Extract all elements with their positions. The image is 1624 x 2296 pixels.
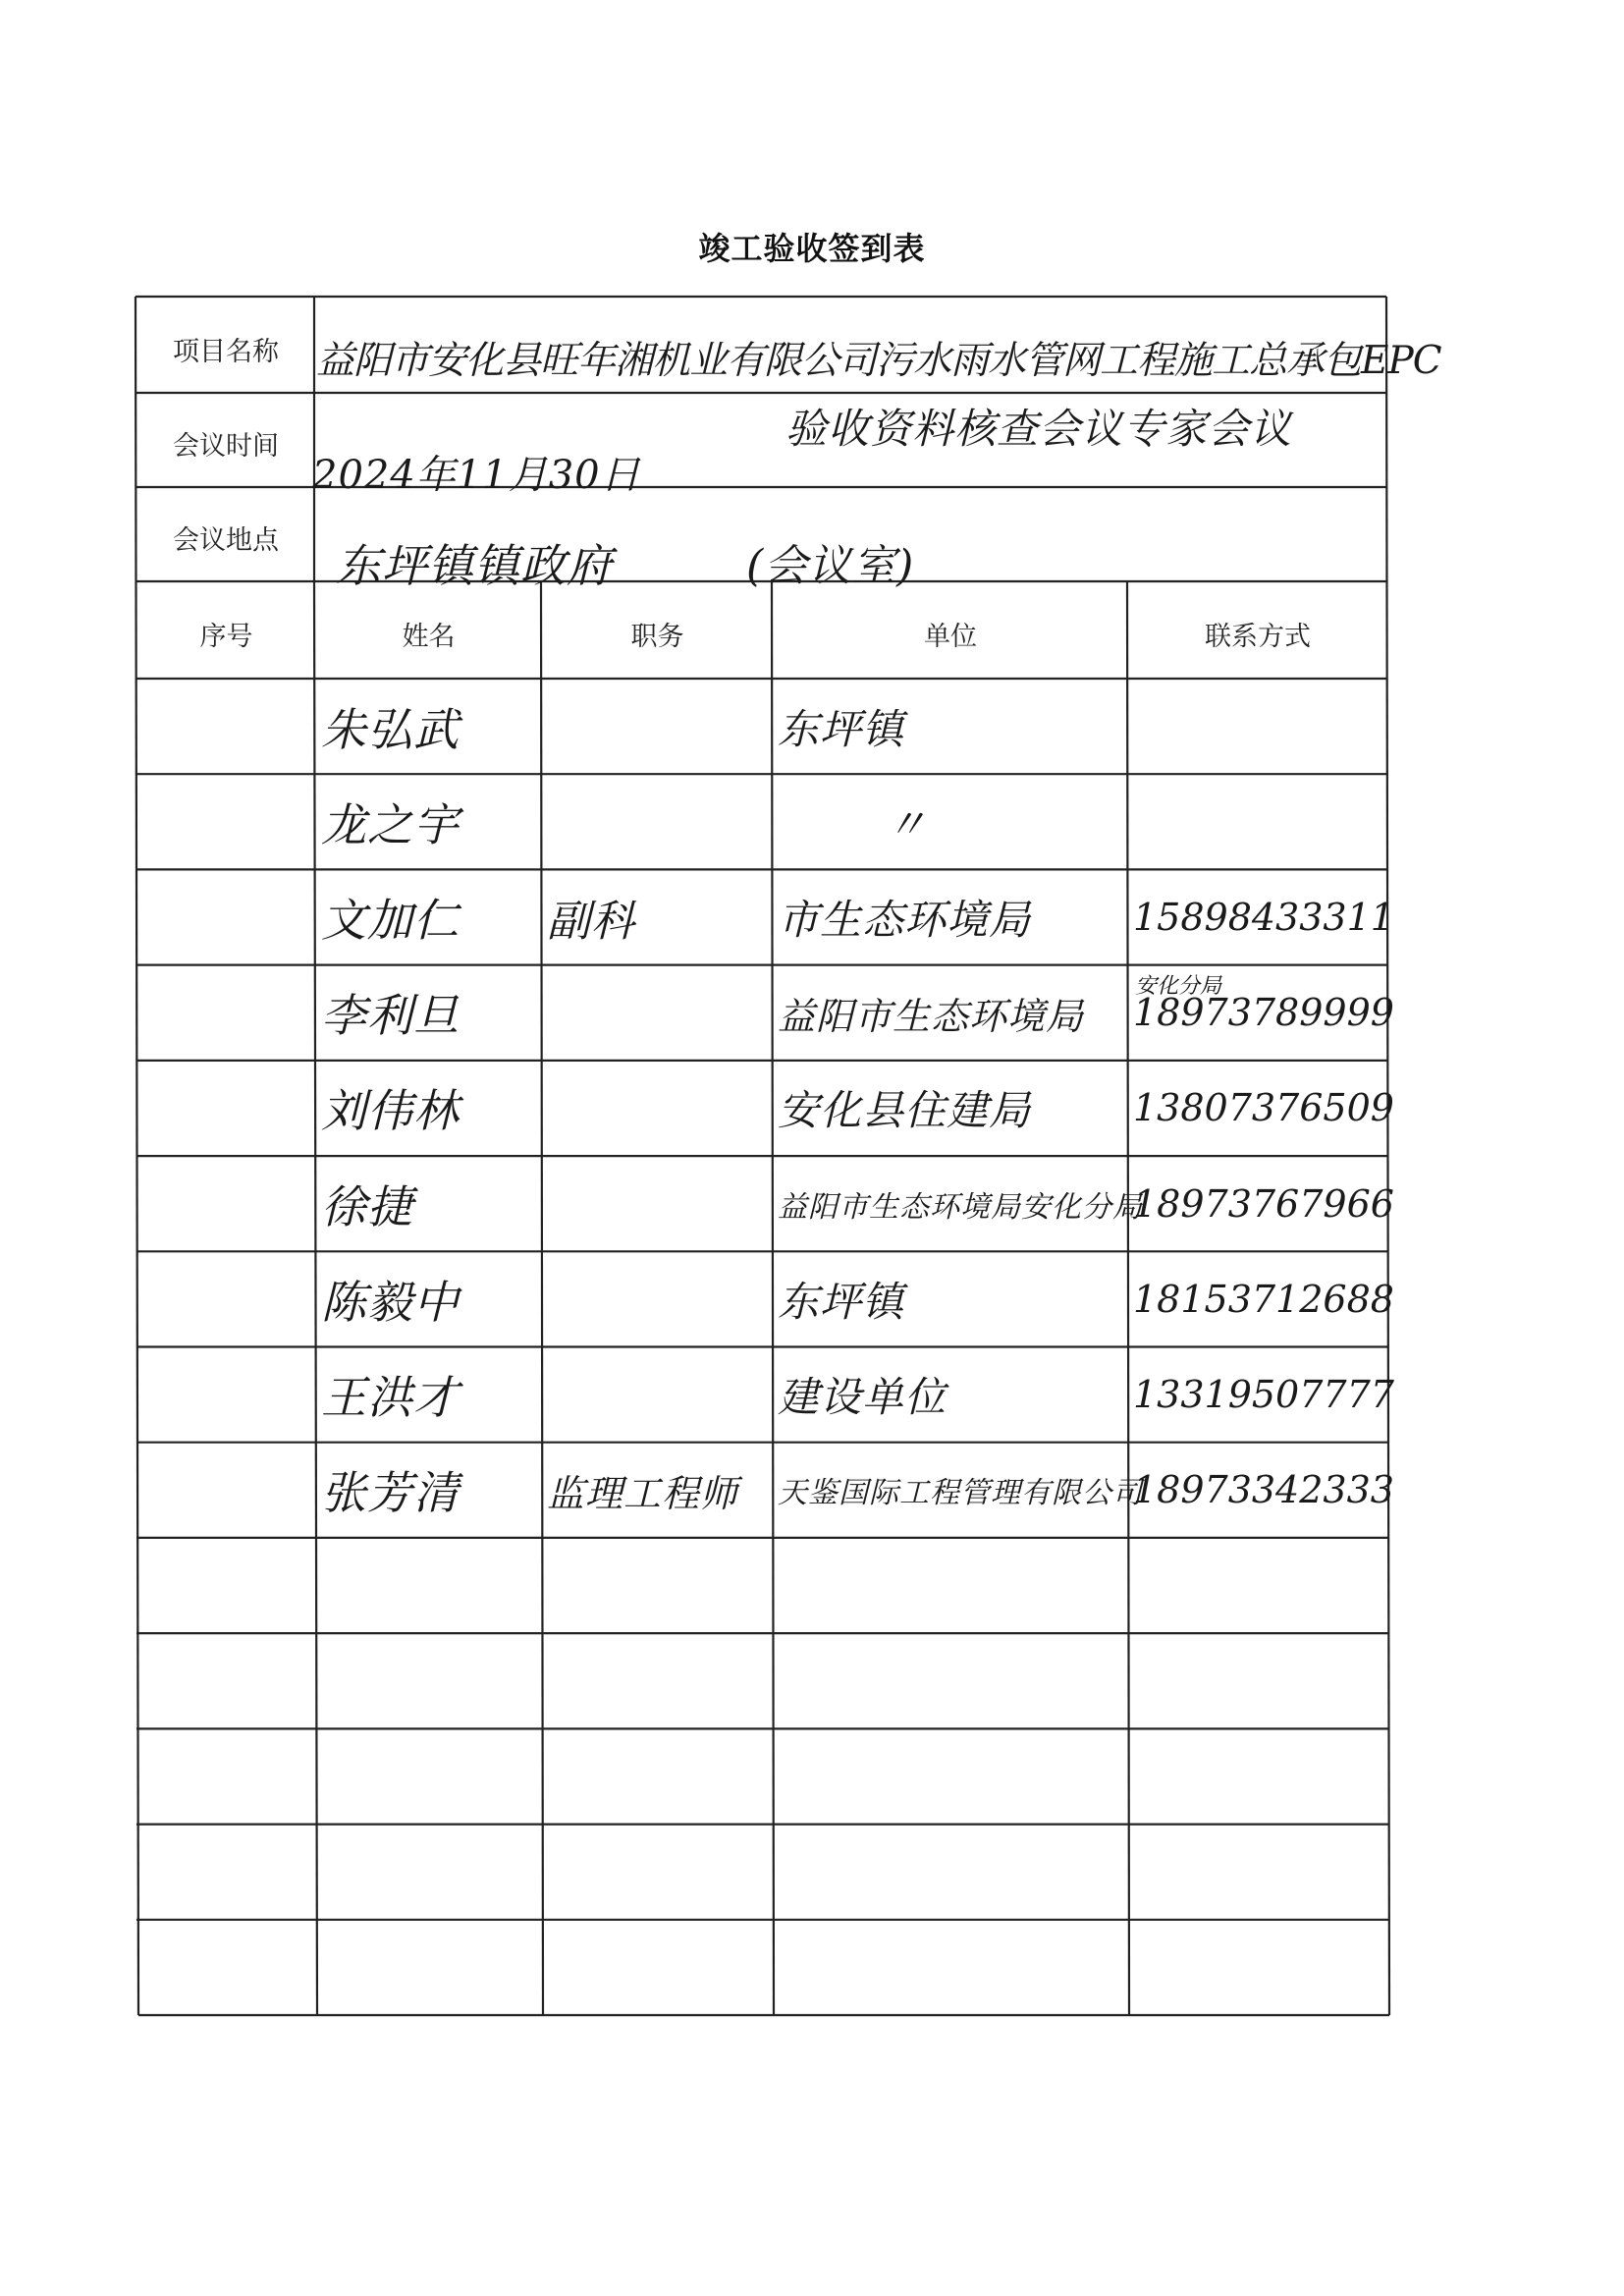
project-name-value: 益阳市安化县旺年湘机业有限公司污水雨水管网工程施工总承包EPC <box>316 339 1441 383</box>
cell-contact: 18973342333 <box>1133 1468 1394 1512</box>
project-name-label: 项目名称 <box>173 337 279 367</box>
cell-name: 徐捷 <box>321 1179 413 1233</box>
cell-contact: 18973767966 <box>1133 1181 1394 1226</box>
meeting-place-label: 会议地点 <box>173 525 279 556</box>
cell-unit: 益阳市生态环境局安化分局 <box>778 1189 1143 1225</box>
cell-contact: 13807376509 <box>1133 1086 1394 1130</box>
header-position: 职务 <box>630 622 684 652</box>
contact-note: 安化分局 <box>1135 973 1222 999</box>
header-name: 姓名 <box>402 622 456 652</box>
cell-contact: 13319507777 <box>1133 1373 1394 1417</box>
cell-unit: 益阳市生态环境局 <box>778 994 1085 1038</box>
cell-contact: 18153712688 <box>1133 1277 1394 1321</box>
cell-contact: 15898433311 <box>1133 896 1394 940</box>
project-name-value-line2: 验收资料核查会议专家会议 <box>785 405 1293 453</box>
cell-name: 王洪才 <box>321 1371 460 1425</box>
cell-name: 李利旦 <box>321 989 460 1043</box>
meeting-time-value: 2024年11月30日 <box>312 453 641 498</box>
cell-unit: 东坪镇 <box>778 704 905 753</box>
cell-position: 副科 <box>547 897 635 948</box>
cell-name: 张芳清 <box>321 1466 460 1520</box>
cell-name: 龙之宇 <box>321 797 460 851</box>
header-unit: 单位 <box>924 622 977 652</box>
cell-position: 监理工程师 <box>547 1471 739 1515</box>
header-contact: 联系方式 <box>1205 622 1311 652</box>
cell-name: 文加仁 <box>321 894 460 948</box>
cell-unit: 东坪镇 <box>778 1277 905 1326</box>
meeting-place-value: 东坪镇镇政府 <box>336 539 613 592</box>
cell-unit: 安化县住建局 <box>778 1086 1032 1135</box>
cell-name: 陈毅中 <box>321 1275 460 1329</box>
cell-name: 刘伟林 <box>321 1084 460 1138</box>
cell-contact: 18973789999 <box>1133 991 1394 1035</box>
cell-unit: 天鉴国际工程管理有限公司 <box>778 1476 1143 1511</box>
meeting-place-room: (会议室) <box>746 541 915 591</box>
cell-unit: 〃 <box>886 799 929 848</box>
header-index: 序号 <box>199 622 253 652</box>
cell-unit: 建设单位 <box>778 1373 947 1422</box>
meeting-time-label: 会议时间 <box>173 431 279 462</box>
cell-name: 朱弘武 <box>321 702 460 756</box>
cell-unit: 市生态环境局 <box>778 896 1032 945</box>
page-title: 竣工验收签到表 <box>698 230 926 267</box>
